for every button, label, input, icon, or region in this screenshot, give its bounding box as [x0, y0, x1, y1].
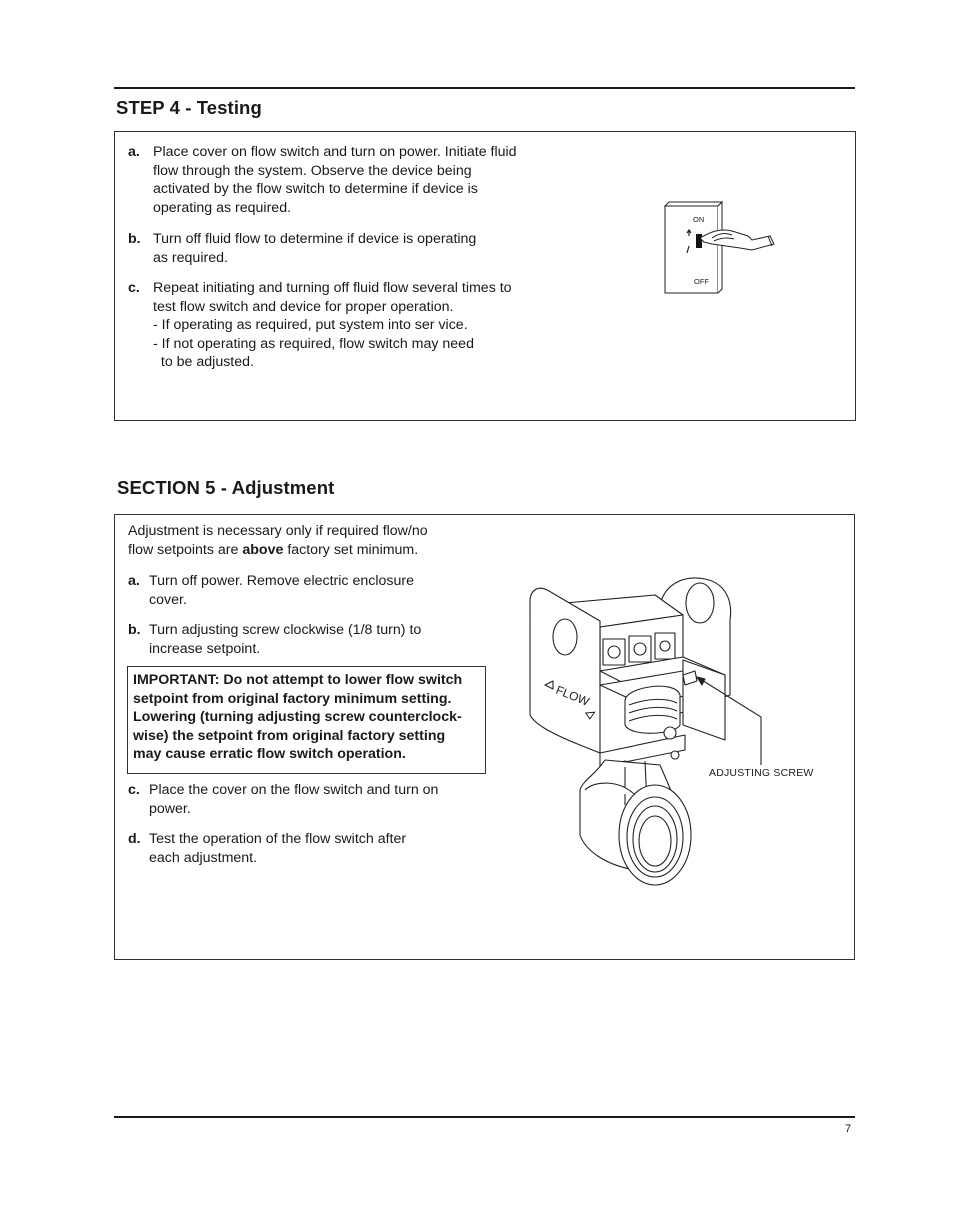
section5-item-b-line2: increase setpoint. [149, 640, 261, 657]
section5-heading: SECTION 5 - Adjustment [117, 477, 335, 498]
section5-item-d-label: d. [128, 831, 141, 847]
step4-item-c-line5: to be adjusted. [153, 354, 254, 371]
flow-label: FLOW [553, 682, 592, 709]
step4-item-c-line4: - If not operating as required, flow switch may need [153, 335, 474, 352]
section5-intro-line1: Adjustment is necessary only if required flow/no [128, 523, 428, 539]
section5-item-c-label: c. [128, 782, 140, 798]
section5-item-c-line2: power. [149, 800, 191, 817]
section5-item-a-label: a. [128, 573, 140, 589]
step4-item-a-line4: operating as required. [153, 199, 292, 216]
power-switch-hand-icon [660, 198, 780, 298]
step4-item-c-line1: Repeat initiating and turning off fluid flow several times to [153, 280, 512, 296]
important-line1: IMPORTANT: Do not attempt to lower flow switch [133, 672, 463, 688]
section5-item-a-line2: cover. [149, 591, 187, 608]
step4-heading: STEP 4 - Testing [116, 97, 262, 118]
important-line4: wise) the setpoint from original factory setting [133, 727, 446, 744]
intro-text-bold: above [242, 541, 284, 558]
flow-switch-assembly-icon [525, 575, 825, 895]
step4-item-c-line3: - If operating as required, put system into ser vice. [153, 317, 468, 334]
important-line3: Lowering (turning adjusting screw counterclock- [133, 709, 462, 726]
footer-rule [114, 1116, 855, 1118]
section5-intro-line2 [128, 541, 418, 560]
step4-item-b-line1: Turn off fluid flow to determine if device is operating [153, 231, 477, 247]
intro-text-after: factory set minimum. [283, 541, 419, 558]
page-number: 7 [845, 1123, 852, 1135]
adjusting-screw-caption: ADJUSTING SCREW [709, 767, 814, 779]
intro-text-before: flow setpoints are [128, 541, 243, 558]
section5-item-d-line2: each adjustment. [149, 849, 258, 866]
section5-item-b-line1: Turn adjusting screw clockwise (1/8 turn) to [149, 622, 422, 638]
step4-item-a-label: a. [128, 144, 140, 160]
section5-item-c-line1: Place the cover on the flow switch and turn on [149, 782, 439, 798]
section5-item-d-line1: Test the operation of the flow switch after [149, 831, 407, 847]
step4-item-c-line2: test flow switch and device for proper operation. [153, 298, 454, 315]
section5-item-a-line1: Turn off power. Remove electric enclosure [149, 573, 414, 589]
important-line5: may cause erratic flow switch operation. [133, 746, 406, 763]
important-line2: setpoint from original factory minimum setting. [133, 690, 452, 707]
step4-item-a-line1: Place cover on flow switch and turn on power. Initiate fluid [153, 144, 517, 160]
section5-item-b-label: b. [128, 622, 141, 638]
switch-off-label: OFF [694, 277, 709, 286]
step4-item-c-label: c. [128, 280, 140, 296]
important-notice [127, 666, 486, 774]
step4-item-a-line2: flow through the system. Observe the device being [153, 162, 472, 179]
step4-item-a-line3: activated by the flow switch to determine if device is [153, 181, 478, 198]
top-rule [114, 87, 855, 89]
step4-item-b-line2: as required. [153, 249, 228, 266]
switch-on-label: ON [693, 215, 705, 224]
step4-item-b-label: b. [128, 231, 141, 247]
